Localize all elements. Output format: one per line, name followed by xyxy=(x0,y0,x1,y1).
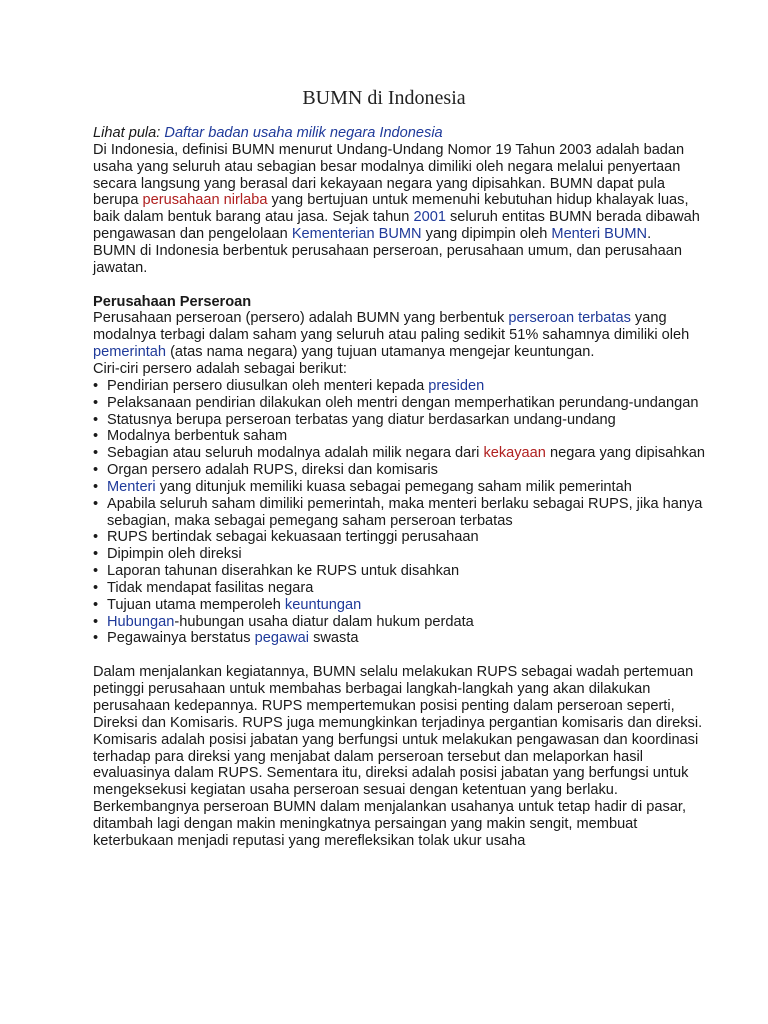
link-perusahaan-nirlaba[interactable]: perusahaan nirlaba xyxy=(142,192,268,209)
list-item xyxy=(93,479,713,496)
intro-text-4: yang dipimpin oleh xyxy=(421,226,552,243)
list-item-text: -hubungan usaha diatur dalam hukum perdata xyxy=(174,613,474,630)
list-item xyxy=(93,378,713,395)
list-item-text: Pendirian persero diusulkan oleh menteri kepada xyxy=(107,377,429,394)
intro-paragraph-2: BUMN di Indonesia berbentuk perusahaan perseroan, perusahaan umum, dan perusahaan jawatan. xyxy=(93,242,683,276)
list-item xyxy=(93,445,713,462)
list-item-text: swasta xyxy=(309,630,359,647)
list-item: • Modalnya berbentuk saham xyxy=(93,428,713,445)
characteristics-list xyxy=(93,378,713,648)
section-text-1: Perusahaan perseroan (persero) adalah BUMN yang berbentuk xyxy=(93,310,509,327)
section-paragraph-2: Dalam menjalankan kegiatannya, BUMN selalu melakukan RUPS sebagai wadah pertemuan petinggi perusahaan untuk membahas berbagai langkah-langkah yang akan dilakukan perusahaan kedepannya. RUPS mempertemukan posisi penting dalam perseroan seperti, Direksi dan Komisaris. RUPS juga memungkinkan terjadinya pergantian komisaris dan direksi. Komisaris adalah posisi jabatan yang berfungsi untuk melakukan pengawasan dan koordinasi terhadap para direksi yang menjabat dalam perseroan tersebut dan melaporkan hasil evaluasinya dalam RUPS. Sementara itu, direksi adalah posisi jabatan yang berfungsi untuk mengeksekusi kegiatan usaha perseroan sesuai dengan ketentuan yang berlaku. xyxy=(93,664,703,799)
spacer xyxy=(93,647,713,664)
see-also-link[interactable]: Daftar badan usaha milik negara Indonesia xyxy=(164,125,443,141)
intro-text-2: yang bertujuan untuk memenuhi kebutuhan hidup khalayak luas, baik dalam bentuk barang atau jasa. Sejak tahun xyxy=(93,192,689,226)
link-pegawai[interactable]: pegawai xyxy=(254,630,310,647)
list-item: • Tidak mendapat fasilitas negara xyxy=(93,580,713,597)
list-item: • Organ persero adalah RUPS, direksi dan komisaris xyxy=(93,462,713,479)
list-item-text: Pegawainya berstatus xyxy=(107,630,255,647)
list-item: • Dipimpin oleh direksi xyxy=(93,546,713,563)
list-item: • Apabila seluruh saham dimiliki pemerintah, maka menteri berlaku sebagai RUPS, jika hanya sebagian, maka sebagai pemegang saham perseroan terbatas xyxy=(93,496,713,530)
page-title: BUMN di Indonesia xyxy=(302,87,466,109)
link-2001[interactable]: 2001 xyxy=(413,209,446,226)
section-paragraph-3: Berkembangnya perseroan BUMN dalam menjalankan usahanya untuk tetap hadir di pasar, ditambah lagi dengan makin meningkatnya persaingan yang makin sengit, membuat keterbukaan menjadi reputasi yang merefleksikan tolak ukur usaha xyxy=(93,799,687,849)
link-keuntungan[interactable]: keuntungan xyxy=(284,596,362,613)
section-text-3: (atas nama negara) yang tujuan utamanya mengejar keuntungan. xyxy=(166,344,595,361)
intro-text-5: . xyxy=(647,226,652,243)
link-presiden[interactable]: presiden xyxy=(428,377,485,394)
list-item xyxy=(93,630,713,647)
section-heading: Perusahaan Perseroan xyxy=(93,293,252,310)
link-kementerian-bumn[interactable]: Kementerian BUMN xyxy=(291,226,422,243)
intro-text-3: seluruh entitas BUMN berada dibawah pengawasan dan pengelolaan xyxy=(93,209,700,243)
list-intro: Ciri-ciri persero adalah sebagai berikut: xyxy=(93,360,347,377)
intro-paragraph xyxy=(93,142,713,243)
intro-text-1: Di Indonesia, definisi BUMN menurut Undang-Undang Nomor 19 Tahun 2003 adalah badan usaha yang seluruh atau sebagian besar modalnya dimiliki oleh negara melalui penyertaan secara langsung yang berasal dari kekayaan negara yang dipisahkan. BUMN dapat pula berupa xyxy=(93,141,685,209)
list-item-text: Tujuan utama memperoleh xyxy=(107,596,285,613)
spacer xyxy=(93,277,713,294)
list-item: • Laporan tahunan diserahkan ke RUPS untuk disahkan xyxy=(93,563,713,580)
link-kekayaan[interactable]: kekayaan xyxy=(483,445,546,462)
section-text-2: yang modalnya terbagi dalam saham yang seluruh atau paling sedikit 51% sahamnya dimiliki oleh xyxy=(93,310,690,344)
list-item: • Pelaksanaan pendirian dilakukan oleh mentri dengan memperhatikan perundang-undangan xyxy=(93,395,713,412)
link-menteri-bumn[interactable]: Menteri BUMN xyxy=(551,226,648,243)
list-item xyxy=(93,614,713,631)
link-hubungan[interactable]: Hubungan xyxy=(107,613,175,630)
link-pemerintah[interactable]: pemerintah xyxy=(93,344,167,361)
list-item: • Statusnya berupa perseroan terbatas yang diatur berdasarkan undang-undang xyxy=(93,412,713,429)
list-item-text: negara yang dipisahkan xyxy=(545,445,705,462)
section-paragraph-1 xyxy=(93,310,713,361)
link-menteri[interactable]: Menteri xyxy=(107,478,156,495)
list-item: • RUPS bertindak sebagai kekuasaan tertinggi perusahaan xyxy=(93,529,713,546)
article-body xyxy=(93,125,713,850)
link-perseroan-terbatas[interactable]: perseroan terbatas xyxy=(508,310,631,327)
see-also-line xyxy=(93,125,713,142)
list-item-text: yang ditunjuk memiliki kuasa sebagai pemegang saham milik pemerintah xyxy=(155,478,632,495)
list-item-text: Sebagian atau seluruh modalnya adalah milik negara dari xyxy=(107,445,484,462)
see-also-prefix: Lihat pula: xyxy=(93,125,165,141)
list-item xyxy=(93,597,713,614)
